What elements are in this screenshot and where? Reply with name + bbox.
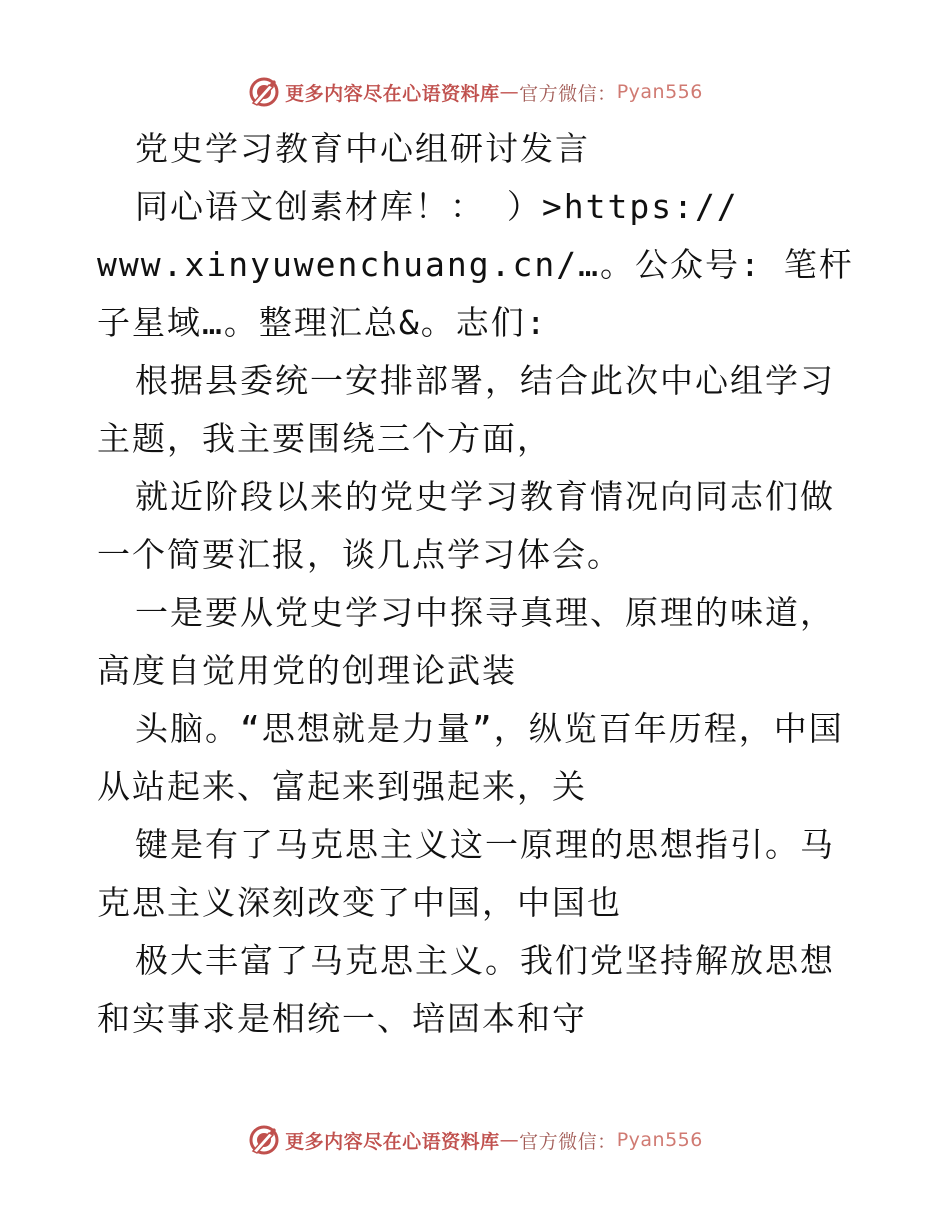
banner-wechat-id: Pyan556 bbox=[616, 81, 703, 103]
banner-wechat-id: Pyan556 bbox=[616, 1129, 703, 1151]
document-title: 党史学习教育中心组研讨发言 bbox=[135, 129, 590, 168]
paragraph: 键是有了马克思主义这一原理的思想指引。马克思主义深刻改变了中国，中国也 bbox=[97, 825, 835, 922]
paragraph: 头脑。“思想就是力量”，纵览百年历程，中国从站起来、富起来到强起来，关 bbox=[97, 709, 844, 806]
pen-logo-icon bbox=[247, 75, 281, 109]
header-banner bbox=[0, 72, 950, 112]
banner-wechat-label: 官方微信： bbox=[519, 1130, 617, 1153]
paragraph: 同心语文创素材库！： ）>https:// bbox=[135, 187, 739, 226]
footer-banner bbox=[0, 1120, 950, 1160]
paragraph: 一是要从党史学习中探寻真理、原理的味道，高度自觉用党的创理论武装 bbox=[97, 593, 835, 690]
paragraph: www.xinyuwenchuang.cn/…。公众号: 笔杆子星域…。整理汇总&。志们: bbox=[97, 245, 854, 342]
paragraph: 根据县委统一安排部署，结合此次中心组学习主题，我主要围绕三个方面， bbox=[97, 361, 835, 458]
banner-dash: — bbox=[499, 1129, 520, 1151]
banner-main-text: 更多内容尽在心语资料库 bbox=[285, 1130, 500, 1153]
paragraph: 就近阶段以来的党史学习教育情况向同志们做一个简要汇报，谈几点学习体会。 bbox=[97, 477, 835, 574]
pen-logo-icon bbox=[247, 1123, 281, 1157]
document-body bbox=[97, 120, 857, 1048]
banner-wechat-label: 官方微信： bbox=[519, 82, 617, 105]
banner-main-text: 更多内容尽在心语资料库 bbox=[285, 82, 500, 105]
paragraph: 极大丰富了马克思主义。我们党坚持解放思想和实事求是相统一、培固本和守 bbox=[97, 941, 835, 1038]
banner-dash: — bbox=[499, 81, 520, 103]
